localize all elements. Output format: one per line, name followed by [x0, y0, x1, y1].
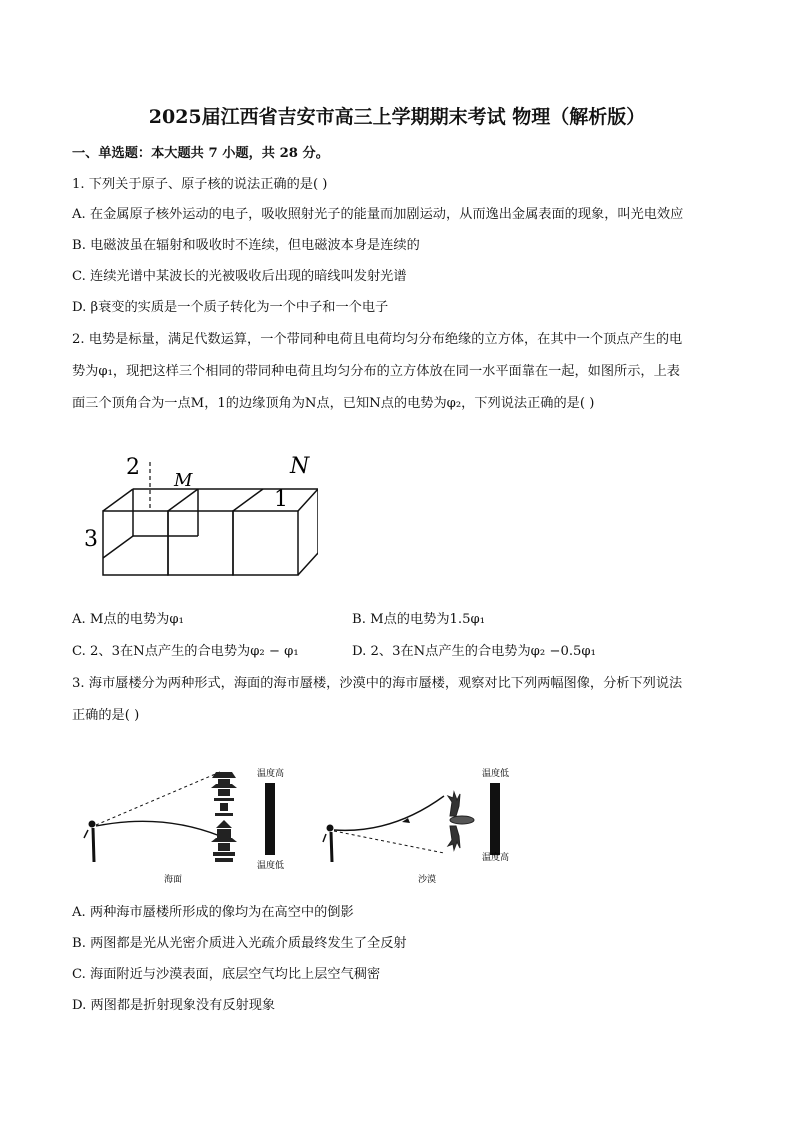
q1-option-a: A. 在金属原子核外运动的电子，吸收照射光子的能量而加剧运动，从而逸出金属表面的现象，叫光电效应	[72, 207, 684, 222]
tower-object-icon	[211, 820, 237, 862]
q1-option-d: D. β衰变的实质是一个质子转化为一个中子和一个电子	[72, 300, 389, 315]
q3-stem-line1: 3. 海市蜃楼分为两种形式，海面的海市蜃楼，沙漠中的海市蜃楼，观察对比下列两幅图像，分析下列说法	[72, 676, 683, 691]
cube-middle-front	[168, 511, 233, 575]
cube-figure	[78, 450, 318, 590]
label-m: M	[174, 470, 193, 491]
q3-option-d: D. 两图都是折射现象没有反射现象	[72, 998, 276, 1013]
q2-option-a: A. M点的电势为φ₁	[72, 612, 184, 627]
q2-stem-line2: 势为φ₁，现把这样三个相同的带同种电荷且均匀分布的立方体放在同一水平面靠在一起，如图所示，上表	[72, 364, 680, 379]
tower-image-icon	[211, 772, 237, 816]
desert-temp-bottom: 温度高	[482, 853, 510, 863]
sea-caption: 海面	[164, 875, 183, 885]
cube-3-front	[103, 511, 168, 575]
section-heading: 一、单选题：本大题共 7 小题，共 28 分。	[72, 146, 329, 161]
q3-option-c: C. 海面附近与沙漠表面，底层空气均比上层空气稠密	[72, 967, 381, 982]
observer-icon	[323, 825, 333, 862]
q3-stem-line2: 正确的是( )	[72, 708, 140, 723]
q2-stem-line3: 面三个顶角合为一点M，1的边缘顶角为N点，已知N点的电势为φ₂，下列说法正确的是( )	[72, 396, 595, 411]
q1-stem: 1. 下列关于原子、原子核的说法正确的是( )	[72, 177, 328, 192]
tree-object-icon	[448, 792, 474, 824]
q3-option-a: A. 两种海市蜃楼所形成的像均为在高空中的倒影	[72, 905, 354, 920]
q2-option-d: D. 2、3在N点产生的合电势为φ₂ −0.5φ₁	[352, 644, 596, 659]
label-n: N	[290, 454, 310, 479]
observer-icon	[84, 821, 95, 862]
sea-temp-top: 温度高	[257, 769, 285, 779]
q2-stem-line1: 2. 电势是标量，满足代数运算，一个带同种电荷且电荷均匀分布绝缘的立方体，在其中一个顶点产生的电	[72, 332, 683, 347]
sea-temp-bottom: 温度低	[257, 861, 285, 871]
desert-temp-top: 温度低	[482, 769, 510, 779]
q1-option-c: C. 连续光谱中某波长的光被吸收后出现的暗线叫发射光谱	[72, 269, 407, 284]
label-1: 1	[274, 487, 288, 512]
page-title: 2025届江西省吉安市高三上学期期末考试 物理（解析版）	[148, 106, 646, 128]
q2-option-c: C. 2、3在N点产生的合电势为φ₂ − φ₁	[72, 644, 299, 659]
label-3: 3	[84, 527, 98, 552]
cube-1-front	[233, 511, 298, 575]
q1-option-b: B. 电磁波虽在辐射和吸收时不连续，但电磁波本身是连续的	[72, 238, 420, 253]
q2-option-b: B. M点的电势为1.5φ₁	[352, 612, 486, 627]
tree-image-icon	[448, 826, 460, 850]
sea-mirage-figure	[82, 758, 312, 886]
temperature-bar	[265, 783, 275, 855]
temperature-bar	[490, 783, 500, 855]
desert-mirage-figure	[322, 758, 522, 886]
q3-option-b: B. 两图都是光从光密介质进入光疏介质最终发生了全反射	[72, 936, 407, 951]
desert-caption: 沙漠	[418, 875, 437, 885]
label-2: 2	[126, 455, 140, 480]
